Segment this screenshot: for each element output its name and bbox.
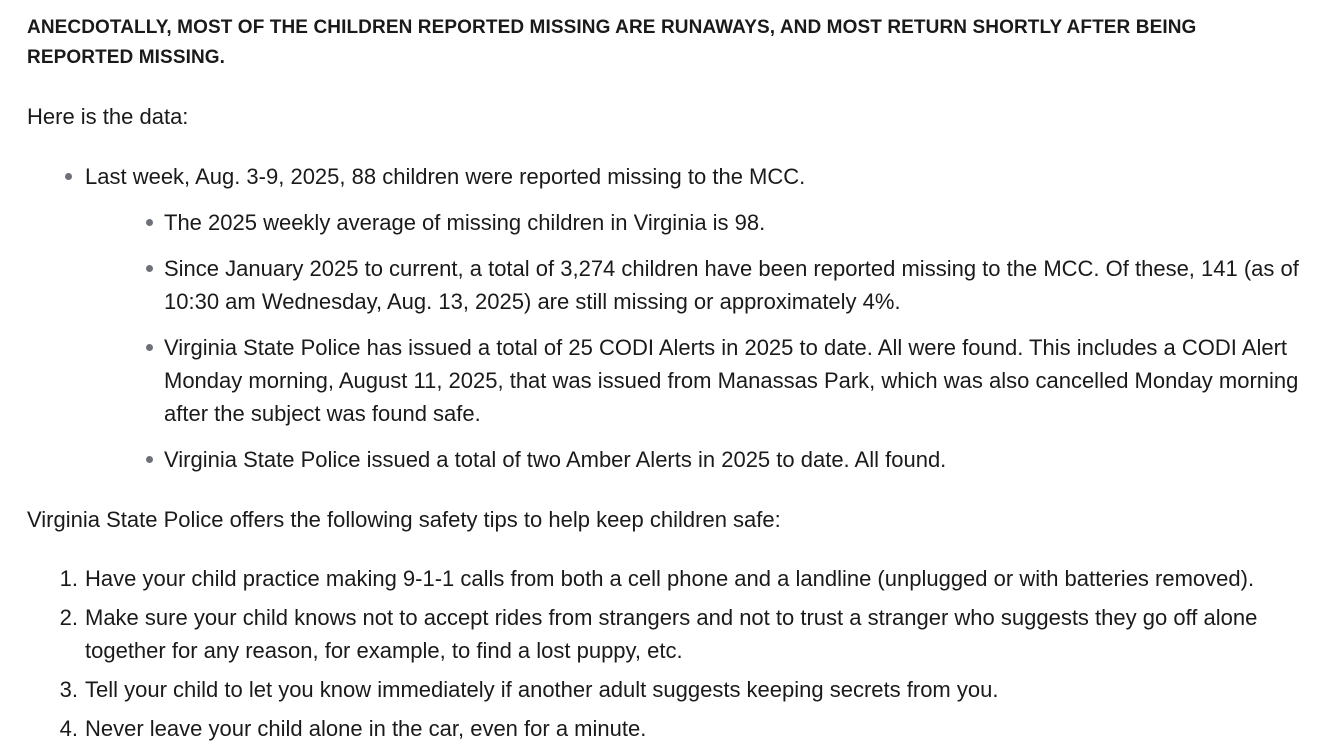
article-content bbox=[27, 13, 1299, 745]
list-item-text: Virginia State Police has issued a total of 25 CODI Alerts in 2025 to date. All were found. This includes a CODI Alert Monday morning, August 11, 2025, that was issued from Manassas Park, which was also cancelled Monday morning after the subject was found safe. bbox=[164, 335, 1299, 426]
list-item-text: Tell your child to let you know immediately if another adult suggests keeping secrets from you. bbox=[85, 677, 999, 702]
safety-intro-paragraph: Virginia State Police offers the following safety tips to help keep children safe: bbox=[27, 507, 781, 532]
list-item-text: Never leave your child alone in the car, even for a minute. bbox=[85, 716, 647, 741]
safety-tips-list bbox=[27, 562, 1299, 745]
bullet-icon bbox=[146, 265, 153, 272]
list-item-text: Virginia State Police issued a total of two Amber Alerts in 2025 to date. All found. bbox=[164, 447, 947, 472]
list-item-text: Since January 2025 to current, a total of 3,274 children have been reported missing to the MCC. Of these, 141 (as of 10:30 am Wednesday, Aug. 13, 2025) are still missing or approximately 4%. bbox=[164, 256, 1299, 314]
bullet-icon bbox=[146, 219, 153, 226]
list-item bbox=[59, 712, 1299, 745]
data-list bbox=[27, 160, 1299, 476]
intro-paragraph: Here is the data: bbox=[27, 104, 189, 129]
list-number: 2. bbox=[59, 605, 78, 630]
list-number: 1. bbox=[59, 566, 78, 591]
list-number: 4. bbox=[59, 716, 78, 741]
data-sublist bbox=[85, 206, 1299, 476]
list-item bbox=[164, 206, 1299, 239]
list-item bbox=[59, 673, 1299, 706]
list-item-text: Last week, Aug. 3-9, 2025, 88 children were reported missing to the MCC. bbox=[85, 164, 806, 189]
list-item-text: The 2025 weekly average of missing children in Virginia is 98. bbox=[164, 210, 766, 235]
list-item bbox=[59, 601, 1299, 667]
list-item-text: Make sure your child knows not to accept rides from strangers and not to trust a stranger who suggests they go off alone together for any reason, for example, to find a lost puppy, etc. bbox=[85, 605, 1258, 663]
list-item bbox=[59, 562, 1299, 595]
list-item bbox=[85, 160, 1299, 476]
list-item bbox=[164, 252, 1299, 318]
bullet-icon bbox=[146, 456, 153, 463]
list-item bbox=[164, 443, 1299, 476]
bullet-icon bbox=[146, 344, 153, 351]
list-item bbox=[164, 331, 1299, 430]
bullet-icon bbox=[65, 173, 72, 180]
list-item-text: Have your child practice making 9-1-1 calls from both a cell phone and a landline (unplugged or with batteries removed). bbox=[85, 566, 1255, 591]
page-heading: ANECDOTALLY, MOST OF THE CHILDREN REPORTED MISSING ARE RUNAWAYS, AND MOST RETURN SHORTLY AFTER BEING REPORTED MISSING. bbox=[27, 17, 1197, 68]
list-number: 3. bbox=[59, 677, 78, 702]
